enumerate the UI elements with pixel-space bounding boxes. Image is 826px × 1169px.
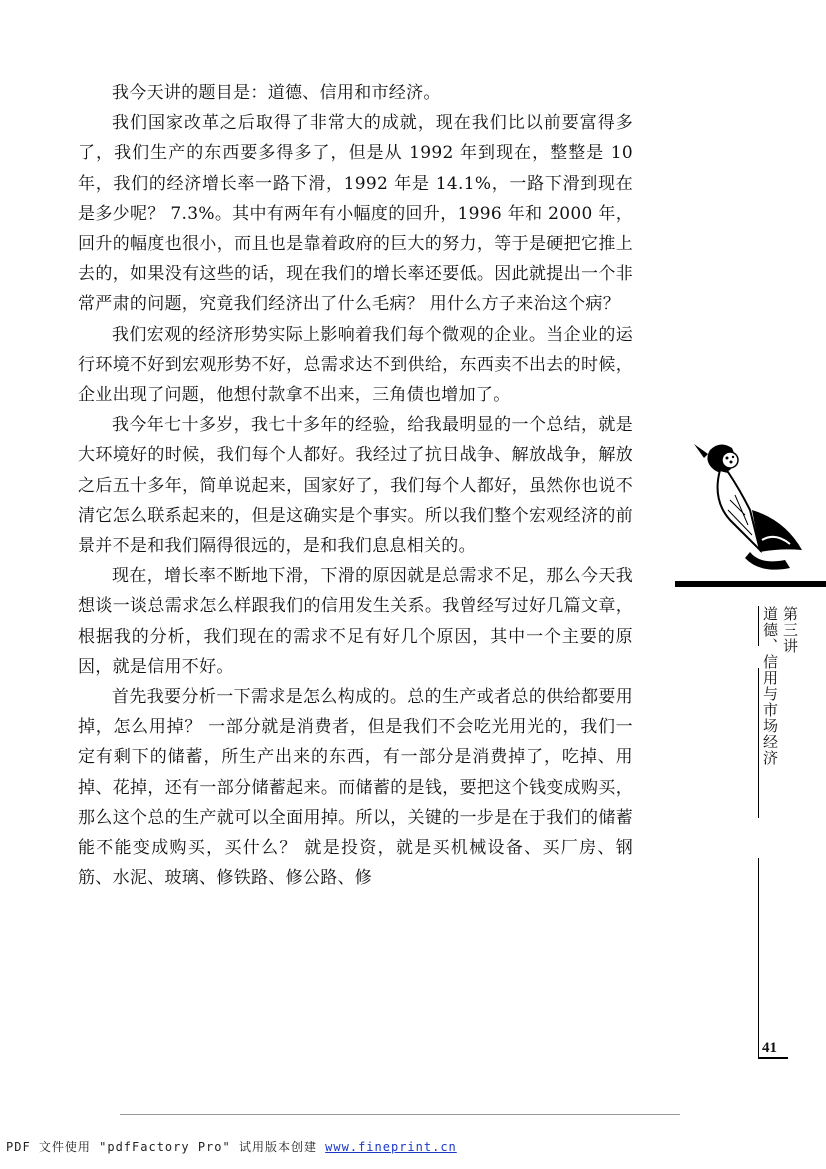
paragraph-2: 我们国家改革之后取得了非常大的成就，现在我们比以前要富得多了，我们生产的东西要多得多了，但是从 1992 年到现在，整整是 10 年，我们的经济增长率一路下滑，1992 年是 14.1%，一路下滑到现在是多少呢？ 7.3%。其中有两年有小幅度的回升，1996 年和 2000 年，回升的幅度也很小，而且也是靠着政府的巨大的努力，等于是硬把它推上去的，如果没有这些的话，现在我们的增长率还要低。因此就提出一个非常严肃的问题，究竟我们经济出了什么毛病？ 用什么方子来治这个病？ xyxy=(78,113,633,315)
bottom-rule xyxy=(120,1114,680,1115)
footer-link[interactable]: www.fineprint.cn xyxy=(325,1140,457,1154)
footer-prefix: PDF 文件使用 "pdfFactory Pro" 试用版本创建 xyxy=(6,1140,326,1154)
chapter-number: 第三讲 xyxy=(781,606,799,654)
chapter-divider-mid xyxy=(758,668,759,818)
page-number-underline xyxy=(758,1057,788,1059)
paragraph-1: 我今天讲的题目是：道德、信用和市经济。 xyxy=(112,83,441,103)
paragraph-3: 我们宏观的经济形势实际上影响着我们每个微观的企业。当企业的运行环境不好到宏观形势不好，总需求达不到供给，东西卖不出去的时候，企业出现了问题，他想付款拿不出来，三角债也增加了。 xyxy=(78,324,633,406)
paragraph-4: 我今年七十多岁，我七十多年的经验，给我最明显的一个总结，就是大环境好的时候，我们每个人都好。我经过了抗日战争、解放战争，解放之后五十多年，简单说起来，国家好了，我们每个人都好，虽然你也说不清它怎么联系起来的，但是这确实是个事实。所以我们整个宏观经济的前景并不是和我们隔得很远的，是和我们息息相关的。 xyxy=(78,415,633,557)
chapter-label xyxy=(760,606,800,766)
chapter-title: 道德、信用与市场经济 xyxy=(761,606,779,766)
paragraph-5: 现在，增长率不断地下滑，下滑的原因就是总需求不足，那么今天我想谈一谈总需求怎么样跟我们的信用发生关系。我曾经写过好几篇文章，根据我的分析，我们现在的需求不足有好几个原因，其中一个主要的原因，就是信用不好。 xyxy=(78,566,633,677)
chapter-divider-bottom xyxy=(758,858,759,1058)
body-text xyxy=(78,78,633,893)
paragraph-6: 首先我要分析一下需求是怎么构成的。总的生产或者总的供给都要用掉，怎么用掉？ 一部分就是消费者，但是我们不会吃光用光的，我们一定有剩下的储蓄，所生产出来的东西，有一部分是消费掉了，吃掉、用掉、花掉，还有一部分储蓄起来。而储蓄的是钱，要把这个钱变成购买，那么这个总的生产就可以全面用掉。所以，关键的一步是在于我们的储蓄能不能变成购买，买什么？ 就是投资，就是买机械设备、买厂房、钢筋、水泥、玻璃、修铁路、修公路、修 xyxy=(78,687,633,889)
bird-ornament-icon xyxy=(690,440,810,580)
side-rule xyxy=(675,581,826,587)
pdf-footer xyxy=(6,1138,457,1155)
page-number: 41 xyxy=(762,1040,777,1056)
chapter-divider-top xyxy=(758,606,759,646)
